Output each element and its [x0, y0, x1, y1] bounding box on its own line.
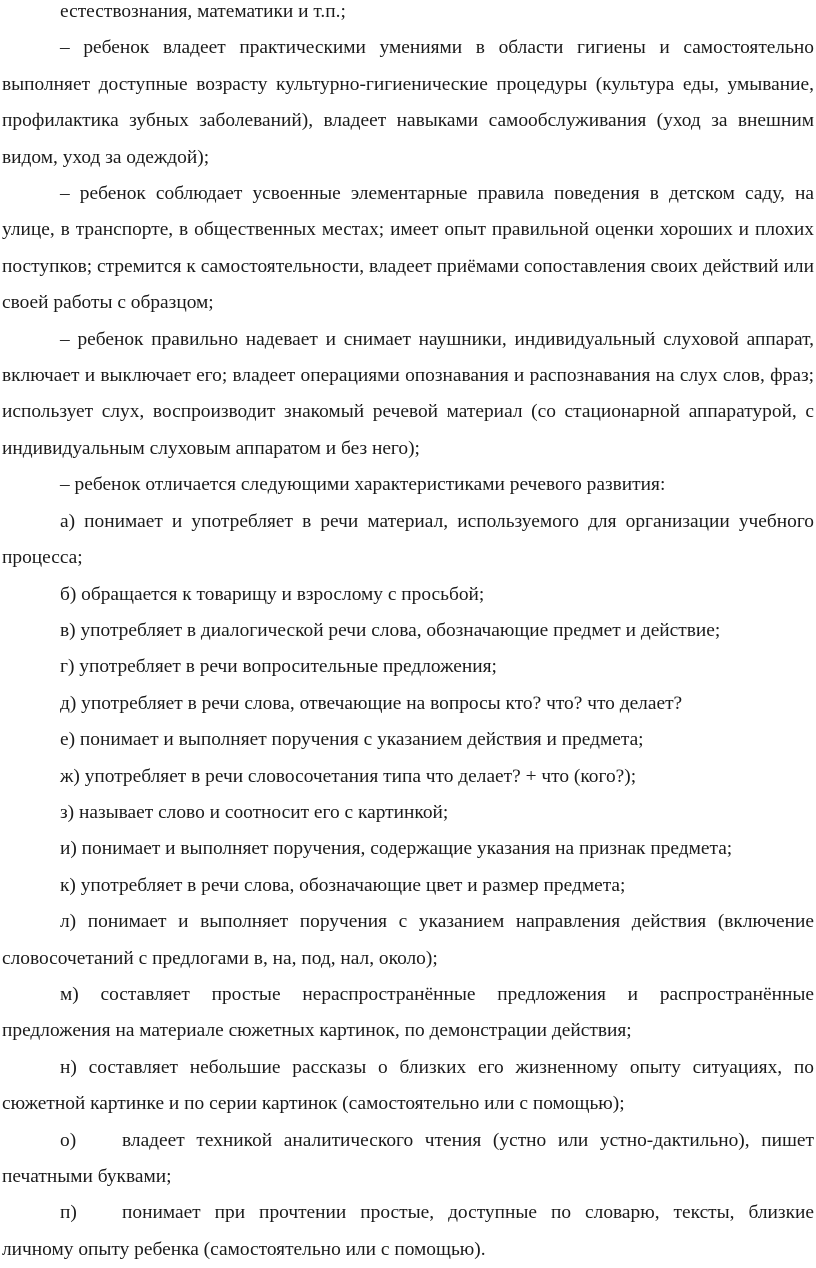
- list-item-i: и) понимает и выполняет поручения, содержащие указания на признак предмета;: [60, 838, 733, 860]
- list-item-k: к) употребляет в речи слова, обозначающие цвет и размер предмета;: [60, 874, 626, 896]
- list-item-n: н) составляет небольшие рассказы о близких его жизненному опыту ситуациях, по сюжетной картинке и по серии картинок (самостоятельно или с помощью);: [2, 1056, 814, 1115]
- list-item-v: в) употребляет в диалогической речи слова, обозначающие предмет и действие;: [60, 619, 721, 641]
- list-item-o-text: владеет техникой аналитического чтения (устно или устно-дактильно), пишет печатными буквами;: [2, 1129, 814, 1187]
- list-item-g: г) употребляет в речи вопросительные предложения;: [60, 656, 497, 678]
- list-item-o: [2, 1123, 814, 1196]
- paragraph-hygiene-skills: – ребенок владеет практическими умениями в области гигиены и самостоятельно выполняет доступные возрасту культурно-гигиенические процедуры (культура еды, умывание, профилактика зубных заболеваний), владеет навыками самообслуживания (уход за внешним видом, уход за одеждой);: [2, 37, 814, 168]
- list-item-z: з) называет слово и соотносит его с картинкой;: [60, 801, 449, 823]
- list-item-zh: ж) употребляет в речи словосочетания типа что делает? + что (кого?);: [60, 765, 637, 787]
- list-item-b: б) обращается к товарищу и взрослому с просьбой;: [60, 583, 485, 605]
- paragraph-continuation: естествознания, математики и т.п.;: [60, 1, 346, 22]
- list-item-p-label: п): [60, 1202, 77, 1224]
- paragraph-hearing-aid: – ребенок правильно надевает и снимает наушники, индивидуальный слуховой аппарат, включает и выключает его; владеет операциями опознавания и распознавания на слух слов, фраз; использует слух, воспроизводит знакомый речевой материал (со стационарной аппаратурой, с индивидуальным слуховым аппаратом и без него);: [2, 328, 814, 459]
- paragraph-behavior-rules: – ребенок соблюдает усвоенные элементарные правила поведения в детском саду, на улице, в транспорте, в общественных местах; имеет опыт правильной оценки хороших и плохих поступков; стремится к самостоятельности, владеет приёмами сопоставления своих действий или своей работы с образцом;: [2, 183, 814, 314]
- paragraph-speech-intro: – ребенок отличается следующими характеристиками речевого развития:: [60, 474, 666, 496]
- list-item-a: а) понимает и употребляет в речи материал, используемого для организации учебного процесса;: [2, 510, 814, 569]
- list-item-e: е) понимает и выполняет поручения с указанием действия и предмета;: [60, 729, 644, 751]
- list-item-d: д) употребляет в речи слова, отвечающие на вопросы кто? что? что делает?: [60, 692, 683, 714]
- list-item-p-text: понимает при прочтении простые, доступные по словарю, тексты, близкие личному опыту ребенка (самостоятельно или с помощью).: [2, 1202, 814, 1260]
- list-item-o-label: о): [60, 1129, 77, 1151]
- list-item-p: [2, 1195, 814, 1268]
- list-item-m: м) составляет простые нераспространённые предложения и распространённые предложения на материале сюжетных картинок, по демонстрации действия;: [2, 983, 814, 1042]
- list-item-l: л) понимает и выполняет поручения с указанием направления действия (включение словосочетаний с предлогами в, на, под, нал, около);: [2, 911, 814, 969]
